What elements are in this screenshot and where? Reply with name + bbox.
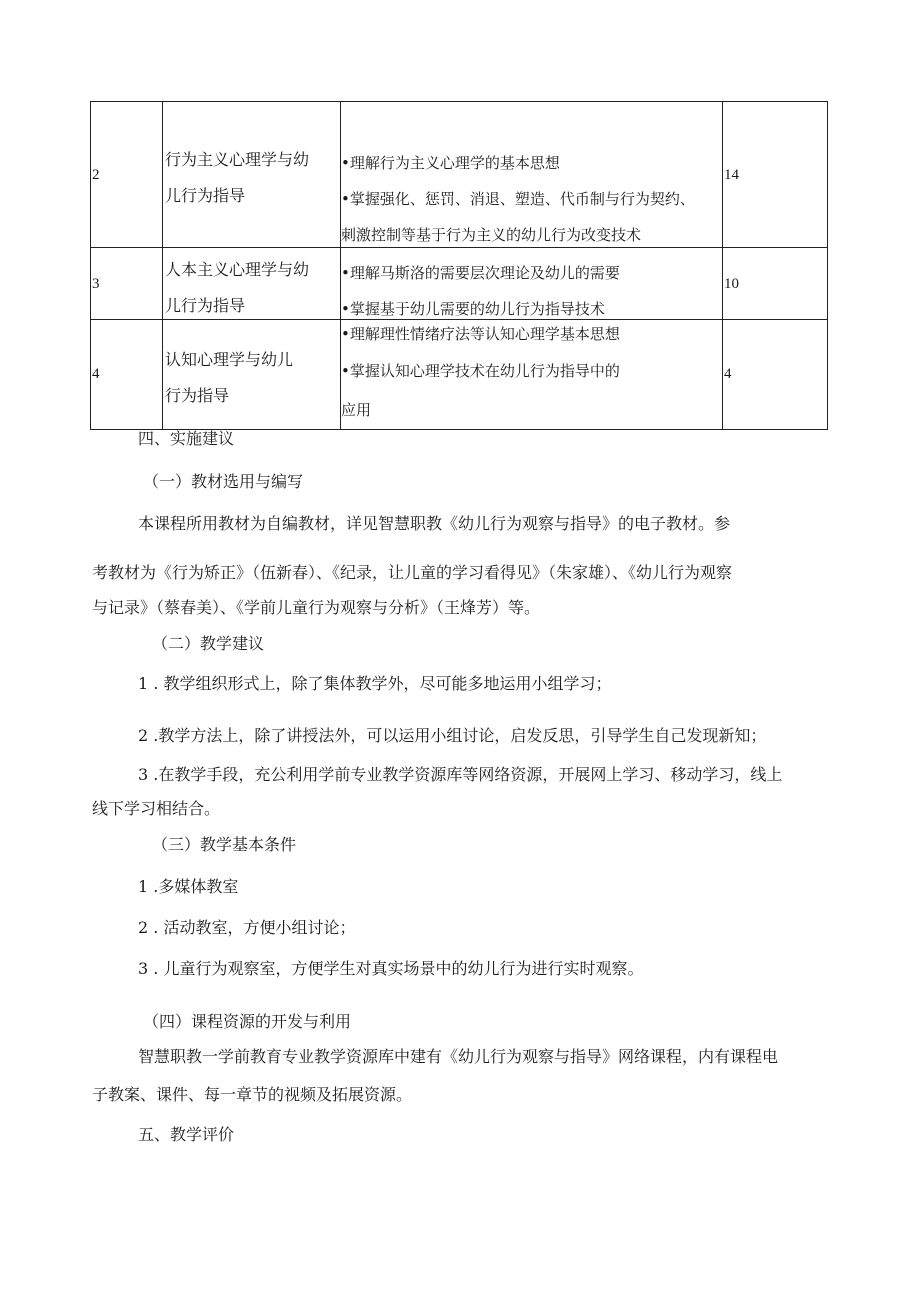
subsection-heading: （一）教材选用与编写 <box>143 472 304 491</box>
row-number-cell <box>91 102 163 248</box>
list-item: 2 .教学方法上，除了讲授法外，可以运用小组讨论，启发反思，引导学生自己发现新知； <box>138 726 767 745</box>
row-hours: 4 <box>724 366 732 382</box>
section-heading: 五、教学评价 <box>138 1125 235 1144</box>
row-number: 4 <box>92 366 100 382</box>
subsection-heading: （二）教学建议 <box>152 634 265 653</box>
row-content-cell <box>341 320 723 430</box>
row-content-line: •理解马斯洛的需要层次理论及幼儿的需要 <box>341 264 620 282</box>
row-content-line: •掌握基于幼儿需要的幼儿行为指导技术 <box>341 300 605 318</box>
row-number: 3 <box>92 276 100 292</box>
course-content-table <box>90 101 828 430</box>
row-title-line: 行为主义心理学与幼 <box>165 150 310 169</box>
paragraph-line: 与记录》（蔡春美）、《学前儿童行为观察与分析》（王烽芳）等。 <box>92 598 541 617</box>
row-title-cell <box>163 248 341 320</box>
row-hours: 14 <box>724 167 739 183</box>
list-item: 3 . 儿童行为观察室，方便学生对真实场景中的幼儿行为进行实时观察。 <box>138 959 644 978</box>
row-content-line: 应用 <box>341 401 372 419</box>
row-content-line: •掌握强化、惩罚、消退、塑造、代币制与行为契约、 <box>341 190 695 208</box>
list-item: 1 . 教学组织形式上，除了集体教学外，尽可能多地运用小组学习； <box>138 674 612 693</box>
paragraph-line: 本课程所用教材为自编教材，详见智慧职教《幼儿行为观察与指导》的电子教材。参 <box>138 514 731 533</box>
paragraph-line: 子教案、课件、每一章节的视频及拓展资源。 <box>92 1085 413 1104</box>
subsection-heading: （三）教学基本条件 <box>152 835 297 854</box>
row-content-line: •理解行为主义心理学的基本思想 <box>341 154 560 172</box>
row-number: 2 <box>92 167 100 183</box>
row-content-line: •理解理性情绪疗法等认知心理学基本思想 <box>341 325 620 343</box>
row-number-cell <box>91 248 163 320</box>
list-item: 3 .在教学手段，充公利用学前专业教学资源库等网络资源，开展网上学习、移动学习，线上 <box>138 765 783 784</box>
paragraph-line: 考教材为《行为矫正》（伍新春）、《纪录，让儿童的学习看得见》（朱家雄）、《幼儿行为观察 <box>92 563 733 582</box>
row-title-line: 人本主义心理学与幼 <box>165 260 310 279</box>
row-hours-cell <box>723 102 828 248</box>
row-title-cell <box>163 320 341 430</box>
list-item: 1 .多媒体教室 <box>138 877 239 896</box>
row-title-line: 儿行为指导 <box>165 186 246 205</box>
row-hours: 10 <box>724 276 739 292</box>
section-heading: 四、实施建议 <box>138 429 235 448</box>
row-content-line: 刺激控制等基于行为主义的幼儿行为改变技术 <box>341 226 642 244</box>
row-content-cell <box>341 102 723 248</box>
row-content-line: •掌握认知心理学技术在幼儿行为指导中的 <box>341 362 620 380</box>
table-row <box>91 320 828 430</box>
row-hours-cell <box>723 248 828 320</box>
table-row <box>91 248 828 320</box>
row-content-cell <box>341 248 723 320</box>
list-item: 2 . 活动教室，方便小组讨论； <box>138 918 356 937</box>
row-number-cell <box>91 320 163 430</box>
paragraph-line: 智慧职教一学前教育专业教学资源库中建有《幼儿行为观察与指导》网络课程，内有课程电 <box>138 1047 779 1066</box>
row-hours-cell <box>723 320 828 430</box>
list-item-continuation: 线下学习相结合。 <box>92 799 221 818</box>
subsection-heading: （四）课程资源的开发与利用 <box>143 1012 352 1031</box>
row-title-line: 行为指导 <box>165 386 230 405</box>
row-title-line: 儿行为指导 <box>165 296 246 315</box>
table-row <box>91 102 828 248</box>
row-title-line: 认知心理学与幼儿 <box>165 350 294 369</box>
row-title-cell <box>163 102 341 248</box>
